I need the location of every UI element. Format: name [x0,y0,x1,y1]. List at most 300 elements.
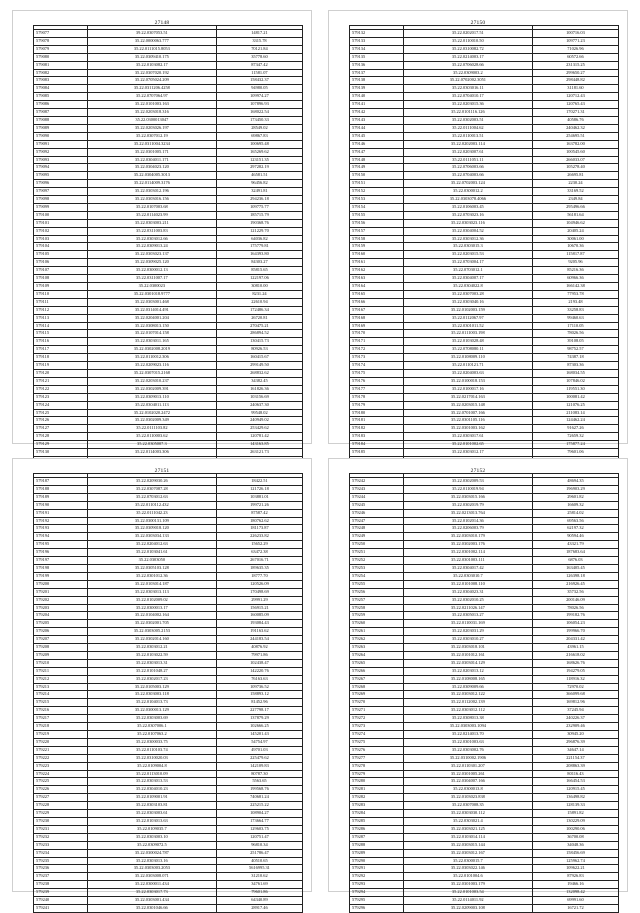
code-cell: 35.22.0203018.316 [87,109,216,117]
row-id-cell: 579206 [34,628,88,636]
amount-cell: 2230.24 [532,180,618,188]
code-cell: 35.22.0107003.68 [87,203,216,211]
amount-cell: 2193.48 [532,298,618,306]
code-cell: 35.22.0302014.160 [87,636,216,644]
table-row [34,478,303,486]
table-row [34,817,303,825]
amount-cell: 194279.05 [532,667,618,675]
row-id-cell: 579238 [34,881,88,889]
table-row [350,172,619,180]
code-cell: 35.22.0310002.1906 [403,754,532,762]
row-id-cell: 579276 [350,746,404,754]
code-cell: 35.22.0301003.162 [403,425,532,433]
row-id-cell: 579207 [34,636,88,644]
row-id-cell: 579255 [350,580,404,588]
amount-cell: 175877.24 [532,441,618,449]
table-row [350,636,619,644]
code-cell: 35.22.0203007.61 [403,148,532,156]
code-cell: 35.22.0305103.128 [87,564,216,572]
table-row [350,841,619,849]
row-id-cell: 579115 [34,330,88,338]
table-row [350,564,619,572]
code-cell: 35.22.0301002.114 [403,549,532,557]
amount-cell: 77953.78 [532,290,618,298]
code-cell: 35.22.0307020.192 [87,69,216,77]
row-id-cell: 579150 [350,172,404,180]
row-id-cell: 579092 [34,148,88,156]
row-id-cell: 579103 [34,235,88,243]
code-cell: 35.22.0303012.66 [87,235,216,243]
amount-cell: 299149.50 [216,362,302,370]
table-row [34,699,303,707]
code-cell: 35.22.0300011.434 [87,881,216,889]
code-cell: 35.22.0304007.166 [403,778,532,786]
amount-cell: 366099.68 [532,691,618,699]
row-id-cell: 579192 [34,517,88,525]
amount-cell: 158456.69 [532,849,618,857]
amount-cell: 163405.45 [532,564,618,572]
amount-cell: 120751.47 [216,833,302,841]
table-row [350,699,619,707]
amount-cell: 136498.82 [532,794,618,802]
document-page-2 [328,10,628,455]
table-row [350,904,619,912]
table-row [350,833,619,841]
amount-cell: 216618.02 [532,651,618,659]
row-id-cell: 579205 [34,620,88,628]
code-cell: 35.22.0309018.120 [87,525,216,533]
amount-cell: 70121.84 [216,45,302,53]
table-row [350,449,619,457]
table-row [34,509,303,517]
code-cell: 35.22.0304004.52 [403,227,532,235]
row-id-cell: 579221 [34,746,88,754]
amount-cell: 76163.63 [216,675,302,683]
row-id-cell: 579252 [350,557,404,565]
table-row [350,30,619,38]
amount-cell: 253429.62 [216,425,302,433]
row-id-cell: 579215 [34,699,88,707]
row-id-cell: 579286 [350,825,404,833]
code-cell: 35.22.0109035.7 [87,825,216,833]
table-row [350,873,619,881]
amount-cell: 142220.76 [216,667,302,675]
table-row [350,612,619,620]
code-cell: 35.22.0301105.116 [403,417,532,425]
row-id-cell: 579138 [350,77,404,85]
table-row [350,762,619,770]
code-cell: 35.22.0108008.165 [403,675,532,683]
table-row [34,354,303,362]
code-cell: 35.22.0101008.110 [403,580,532,588]
amount-cell: 56181.64 [532,211,618,219]
amount-cell: 158432.37 [216,77,302,85]
code-cell: 35.22.0303040.16 [403,298,532,306]
amount-cell: 263121.73 [216,449,302,457]
table-row [350,596,619,604]
row-id-cell: 579089 [34,124,88,132]
amount-cell: 145201.43 [216,731,302,739]
row-id-cell: 579104 [34,243,88,251]
table-row [34,881,303,889]
code-cell: 35.22.0103028.48 [403,338,532,346]
table-row [350,691,619,699]
row-id-cell: 579168 [350,314,404,322]
table-row [350,290,619,298]
table-row [34,628,303,636]
row-id-cell: 579122 [34,385,88,393]
amount-cell: 199568.76 [216,786,302,794]
row-id-cell: 579200 [34,580,88,588]
table-row [34,322,303,330]
row-id-cell: 579281 [350,786,404,794]
amount-cell: 8231.24 [216,290,302,298]
row-id-cell: 579269 [350,691,404,699]
code-cell: 35.22.0303011.165 [87,338,216,346]
row-id-cell: 579232 [34,833,88,841]
code-cell: 35.22.0101002.65 [403,441,532,449]
table-row [350,825,619,833]
table-row [34,620,303,628]
code-cell: 35.22.0111004.62 [403,124,532,132]
row-id-cell: 579121 [34,377,88,385]
row-id-cell: 579248 [350,525,404,533]
table-row [350,746,619,754]
table-row [34,37,303,45]
code-cell: 35.22.0110121.71 [403,362,532,370]
row-id-cell: 579209 [34,651,88,659]
table-row [350,148,619,156]
table-row [34,251,303,259]
row-id-cell: 579273 [350,723,404,731]
code-cell: 35.22.0307087.28 [87,485,216,493]
code-cell: 35.22.0107014.158 [87,330,216,338]
amount-cell: 164393.80 [216,251,302,259]
code-cell: 35.22.0300012.13 [87,267,216,275]
code-cell: 35.22.0107063.2 [87,731,216,739]
table-row [350,572,619,580]
amount-cell: 79971.86 [216,651,302,659]
code-cell: 35.22.0302003.176 [403,541,532,549]
row-id-cell: 579077 [34,30,88,38]
amount-cell: 40876.92 [216,644,302,652]
amount-cell: 251786.47 [216,849,302,857]
table-row [34,604,303,612]
code-cell: 35.22.0109001.91 [87,794,216,802]
amount-cell: 79601.86 [216,889,302,897]
amount-cell: 125962.74 [532,857,618,865]
row-id-cell: 579223 [34,762,88,770]
code-cell: 35.22.0105003.129 [87,683,216,691]
row-id-cell: 579285 [350,817,404,825]
table-row [34,762,303,770]
code-cell: 35.22.0307006.1 [87,723,216,731]
code-cell: 35.22.0300013.8 [403,786,532,794]
amount-cell: 11581.07 [216,69,302,77]
row-id-cell: 579156 [350,219,404,227]
row-id-cell: 579291 [350,865,404,873]
amount-cell: 193084.43 [216,620,302,628]
amount-cell: 244183.54 [216,636,302,644]
code-cell: 35.22.0114023.99 [87,211,216,219]
table-row [350,644,619,652]
row-id-cell: 579167 [350,306,404,314]
row-id-cell: 579085 [34,93,88,101]
table-row [350,235,619,243]
table-row [34,140,303,148]
amount-cell: 163782.00 [532,140,618,148]
amount-cell: 30945.20 [532,731,618,739]
code-cell: 35.22.0303030.112 [403,810,532,818]
table-row [34,541,303,549]
table-row [350,37,619,45]
code-cell: 35.22.0101116.126 [403,109,532,117]
code-cell: 35.22.0110103.74 [87,746,216,754]
row-id-cell: 579153 [350,196,404,204]
row-id-cell: 579208 [34,644,88,652]
table-row [350,314,619,322]
table-row [34,85,303,93]
row-id-cell: 579261 [350,628,404,636]
table-row [350,401,619,409]
code-cell: 35.22.0303003.211 [87,219,216,227]
amount-cell: 216926.45 [532,580,618,588]
table-row [34,275,303,283]
code-cell: 35.22.0304010.23 [87,786,216,794]
code-cell: 35.22.0213013.764 [403,509,532,517]
row-id-cell: 579244 [350,493,404,501]
row-id-cell: 579182 [350,425,404,433]
amount-cell: 63472.38 [216,549,302,557]
row-id-cell: 579250 [350,541,404,549]
amount-cell: 240226.37 [532,715,618,723]
amount-cell: 100716.03 [532,30,618,38]
code-cell: 35.22.0110301.207 [403,762,532,770]
table-row [350,196,619,204]
row-id-cell: 579112 [34,306,88,314]
code-cell: 35.22.0300012.2 [403,188,532,196]
amount-cell: 103156.69 [216,393,302,401]
amount-cell: 107846.02 [532,377,618,385]
amount-cell: 34048.36 [532,841,618,849]
table-row [34,493,303,501]
amount-cell: 60966.36 [532,275,618,283]
amount-cell: 170498.69 [216,588,302,596]
row-id-cell: 579263 [350,644,404,652]
code-cell: 35.22.0303015.144 [403,841,532,849]
table-row [350,501,619,509]
table-row [34,267,303,275]
code-cell: 35.22.0303012.36 [403,235,532,243]
code-cell: 35.22.0309013.24 [87,243,216,251]
row-id-cell: 579113 [34,314,88,322]
code-cell: 35.22.0110010.50 [403,37,532,45]
amount-cell: 96810.34 [216,841,302,849]
amount-cell: 240949.02 [216,417,302,425]
table-row [350,259,619,267]
table-row [350,802,619,810]
code-cell: 35.22.0300013.129 [87,707,216,715]
amount-cell: 172486.34 [216,306,302,314]
amount-cell: 69991.60 [532,897,618,905]
amount-cell: 72970.02 [532,683,618,691]
code-cell: 35.22.0203010.237 [87,377,216,385]
row-id-cell: 579137 [350,69,404,77]
code-cell: 35.22.0303016.156 [87,196,216,204]
row-id-cell: 579164 [350,283,404,291]
page-title: 27148 [154,20,170,26]
code-cell: 35.22.0703012.1 [403,267,532,275]
row-id-cell: 579267 [350,675,404,683]
row-id-cell: 579116 [34,338,88,346]
amount-cell: 221154.37 [532,754,618,762]
row-id-cell: 579296 [350,904,404,912]
table-row [350,132,619,140]
code-cell: 35.22.0303103.81 [87,802,216,810]
table-row [350,85,619,93]
row-id-cell: 579146 [350,140,404,148]
row-id-cell: 579181 [350,417,404,425]
table-row [34,116,303,124]
amount-cell: 109622.21 [532,865,618,873]
code-cell: 35.22.0303010.179 [403,533,532,541]
code-cell: 35.22.0209030.26 [87,478,216,486]
code-cell: 35.22.0303012.17 [403,449,532,457]
amount-cell: 120712.43 [532,93,618,101]
amount-cell: 98752.57 [532,346,618,354]
amount-cell: 81452.96 [216,699,302,707]
amount-cell: 297282.19 [216,164,302,172]
table-row [34,441,303,449]
table-row [350,778,619,786]
code-cell: 35.22.0303012.112 [403,707,532,715]
page-title: 27151 [154,468,170,474]
row-id-cell: 579184 [350,441,404,449]
amount-cell: 286894.52 [216,330,302,338]
table-row [350,549,619,557]
amount-cell: 64036.82 [216,235,302,243]
amount-cell: 85815.65 [216,267,302,275]
amount-cell: 100290.06 [532,825,618,833]
table-row [34,723,303,731]
row-id-cell: 579080 [34,53,88,61]
code-cell: 35.22.0311206.4258 [87,85,216,93]
amount-cell: 124462.24 [532,417,618,425]
table-row [34,283,303,291]
row-id-cell: 579224 [34,770,88,778]
code-cell: 35.22.0303003.118 [87,691,216,699]
amount-cell: 158893.12 [216,691,302,699]
row-id-cell: 579289 [350,849,404,857]
table-row [34,219,303,227]
row-id-cell: 579228 [34,802,88,810]
code-cell: 35.22.0705024.209 [87,77,216,85]
row-id-cell: 579124 [34,401,88,409]
amount-cell: 78026.56 [532,604,618,612]
table-row [350,707,619,715]
row-id-cell: 579190 [34,501,88,509]
table-row [350,738,619,746]
table-row [350,116,619,124]
table-row [350,849,619,857]
code-cell: 35.22.0701007.166 [403,409,532,417]
amount-cell: 100081.42 [532,393,618,401]
amount-cell: 295496.66 [532,203,618,211]
amount-cell: 43961.15 [532,644,618,652]
amount-cell: 26695.81 [532,172,618,180]
row-id-cell: 579219 [34,731,88,739]
code-cell: 35.22.0303003.10 [87,833,216,841]
amount-cell: 39108.05 [532,338,618,346]
code-cell: 35.22.0303012.21 [87,644,216,652]
table-row [350,93,619,101]
row-id-cell: 579193 [34,525,88,533]
code-cell: 35.22.0303003.61 [87,810,216,818]
code-cell: 35.22.0303008.071 [87,873,216,881]
row-id-cell: 579253 [350,564,404,572]
code-cell: 35.22.0302009.391 [87,385,216,393]
code-cell: 35.22.0303021.125 [403,825,532,833]
row-id-cell: 579272 [350,715,404,723]
table-row [34,644,303,652]
code-cell: 35.22.0304023.31 [403,588,532,596]
table-row [34,227,303,235]
code-cell: 35.22.0103013.63 [87,817,216,825]
table-row [34,30,303,38]
row-id-cell: 579290 [350,857,404,865]
row-id-cell: 579107 [34,267,88,275]
code-cell: 35.22.0308013.150 [87,322,216,330]
table-row [34,636,303,644]
code-cell: 35.22.0303012.167 [403,849,532,857]
amount-cell: 18777.70 [216,572,302,580]
table-row [34,164,303,172]
table-row [34,873,303,881]
row-id-cell: 579280 [350,778,404,786]
row-id-cell: 579139 [350,85,404,93]
code-cell: 35.22.0708080.11 [403,346,532,354]
code-cell: 35.22.0706003.66 [403,164,532,172]
row-id-cell: 579130 [34,449,88,457]
amount-cell: 120765.43 [532,101,618,109]
amount-cell: 102666.25 [216,723,302,731]
code-cell: 35.22.0301003.63 [403,738,532,746]
row-id-cell: 579163 [350,275,404,283]
row-id-cell: 579260 [350,620,404,628]
row-id-cell: 579187 [34,478,88,486]
code-cell: 35.22.0100018.153 [403,377,532,385]
row-id-cell: 579282 [350,794,404,802]
amount-cell: 200146.09 [532,596,618,604]
row-id-cell: 579235 [34,857,88,865]
amount-cell: 37245.94 [532,707,618,715]
row-id-cell: 579295 [350,897,404,905]
code-cell: 35.22.0204003.63 [403,369,532,377]
table-row [34,572,303,580]
code-cell: 35.22.0303013.31 [87,659,216,667]
row-id-cell: 579118 [34,354,88,362]
row-id-cell: 579202 [34,596,88,604]
row-id-cell: 579096 [34,180,88,188]
code-cell: 35.22.0706028.66 [403,61,532,69]
amount-cell: 20405.24 [532,227,618,235]
table-row [350,557,619,565]
amount-cell: 103881.01 [216,493,302,501]
row-id-cell: 579119 [34,362,88,370]
table-row [34,314,303,322]
amount-cell: 96456.82 [216,180,302,188]
row-id-cell: 579266 [350,667,404,675]
